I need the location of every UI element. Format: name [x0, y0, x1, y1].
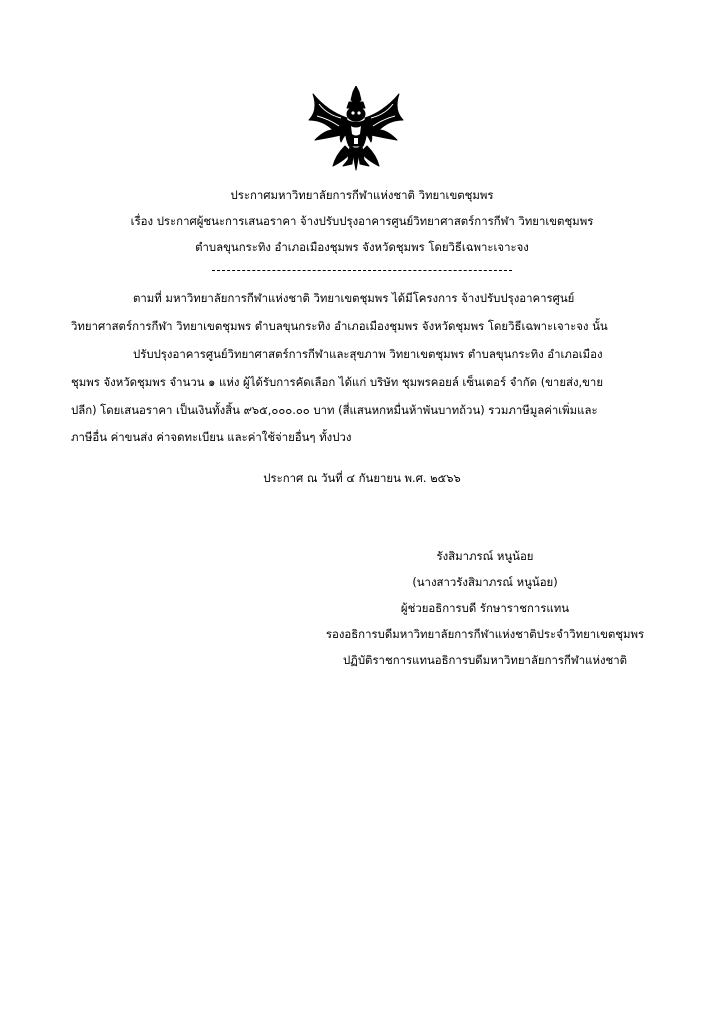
title-divider: [212, 270, 512, 271]
subject-line: เรื่อง ประกาศผู้ชนะการเสนอราคา จ้างปรับปรุงอาคารศูนย์วิทยาศาสตร์การกีฬา วิทยาเขตชุมพร: [130, 214, 594, 228]
signatory-name: รังสิมาภรณ์ หนูน้อย: [436, 549, 534, 563]
paragraph-1-line-1: ตามที่ มหาวิทยาลัยการกีฬาแห่งชาติ วิทยาเขตชุมพร ได้มีโครงการ จ้างปรับปรุงอาคารศูนย์: [133, 291, 575, 305]
announcement-date: ประกาศ ณ วันที่ ๔ กันยายน พ.ศ. ๒๕๖๖: [263, 471, 461, 485]
signatory-full-name: (นางสาวรังสิมาภรณ์ หนูน้อย): [412, 575, 558, 589]
paragraph-1-line-2: วิทยาศาสตร์การกีฬา วิทยาเขตชุมพร ตำบลขุนกระทิง อำเภอเมืองชุมพร จังหวัดชุมพร โดยวิธีเฉพาะเจาะจง นั้น: [71, 319, 608, 333]
signatory-title-2: รองอธิการบดีมหาวิทยาลัยการกีฬาแห่งชาติประจำวิทยาเขตชุมพร: [325, 627, 645, 641]
announcement-title: ประกาศมหาวิทยาลัยการกีฬาแห่งชาติ วิทยาเขตชุมพร: [230, 188, 494, 202]
paragraph-2-line-4: ภาษีอื่น ค่าขนส่ง ค่าจดทะเบียน และค่าใช้จ่ายอื่นๆ ทั้งปวง: [71, 430, 352, 444]
subject-location-line: ตำบลขุนกระทิง อำเภอเมืองชุมพร จังหวัดชุมพร โดยวิธีเฉพาะเจาะจง: [195, 240, 529, 254]
paragraph-2-line-2: ชุมพร จังหวัดชุมพร จำนวน ๑ แห่ง ผู้ได้รับการคัดเลือก ได้แก่ บริษัท ชุมพรคอยล์ เซ็นเตอร์ จำกัด (ขายส่ง,ขาย: [71, 375, 603, 389]
paragraph-2-line-3: ปลีก) โดยเสนอราคา เป็นเงินทั้งสิ้น ๙๖๕,๐๐๐.๐๐ บาท (สี่แสนหกหมื่นห้าพันบาทถ้วน) รวมภาษีมูลค่าเพิ่มและ: [71, 403, 598, 417]
signatory-title-3: ปฏิบัติราชการแทนอธิการบดีมหาวิทยาลัยการกีฬาแห่งชาติ: [342, 653, 628, 667]
garuda-emblem: [305, 86, 407, 172]
paragraph-2-line-1: ปรับปรุงอาคารศูนย์วิทยาศาสตร์การกีฬาและสุขภาพ วิทยาเขตชุมพร ตำบลขุนกระทิง อำเภอเมือง: [133, 347, 603, 361]
signatory-title-1: ผู้ช่วยอธิการบดี รักษาราชการแทน: [400, 601, 570, 615]
